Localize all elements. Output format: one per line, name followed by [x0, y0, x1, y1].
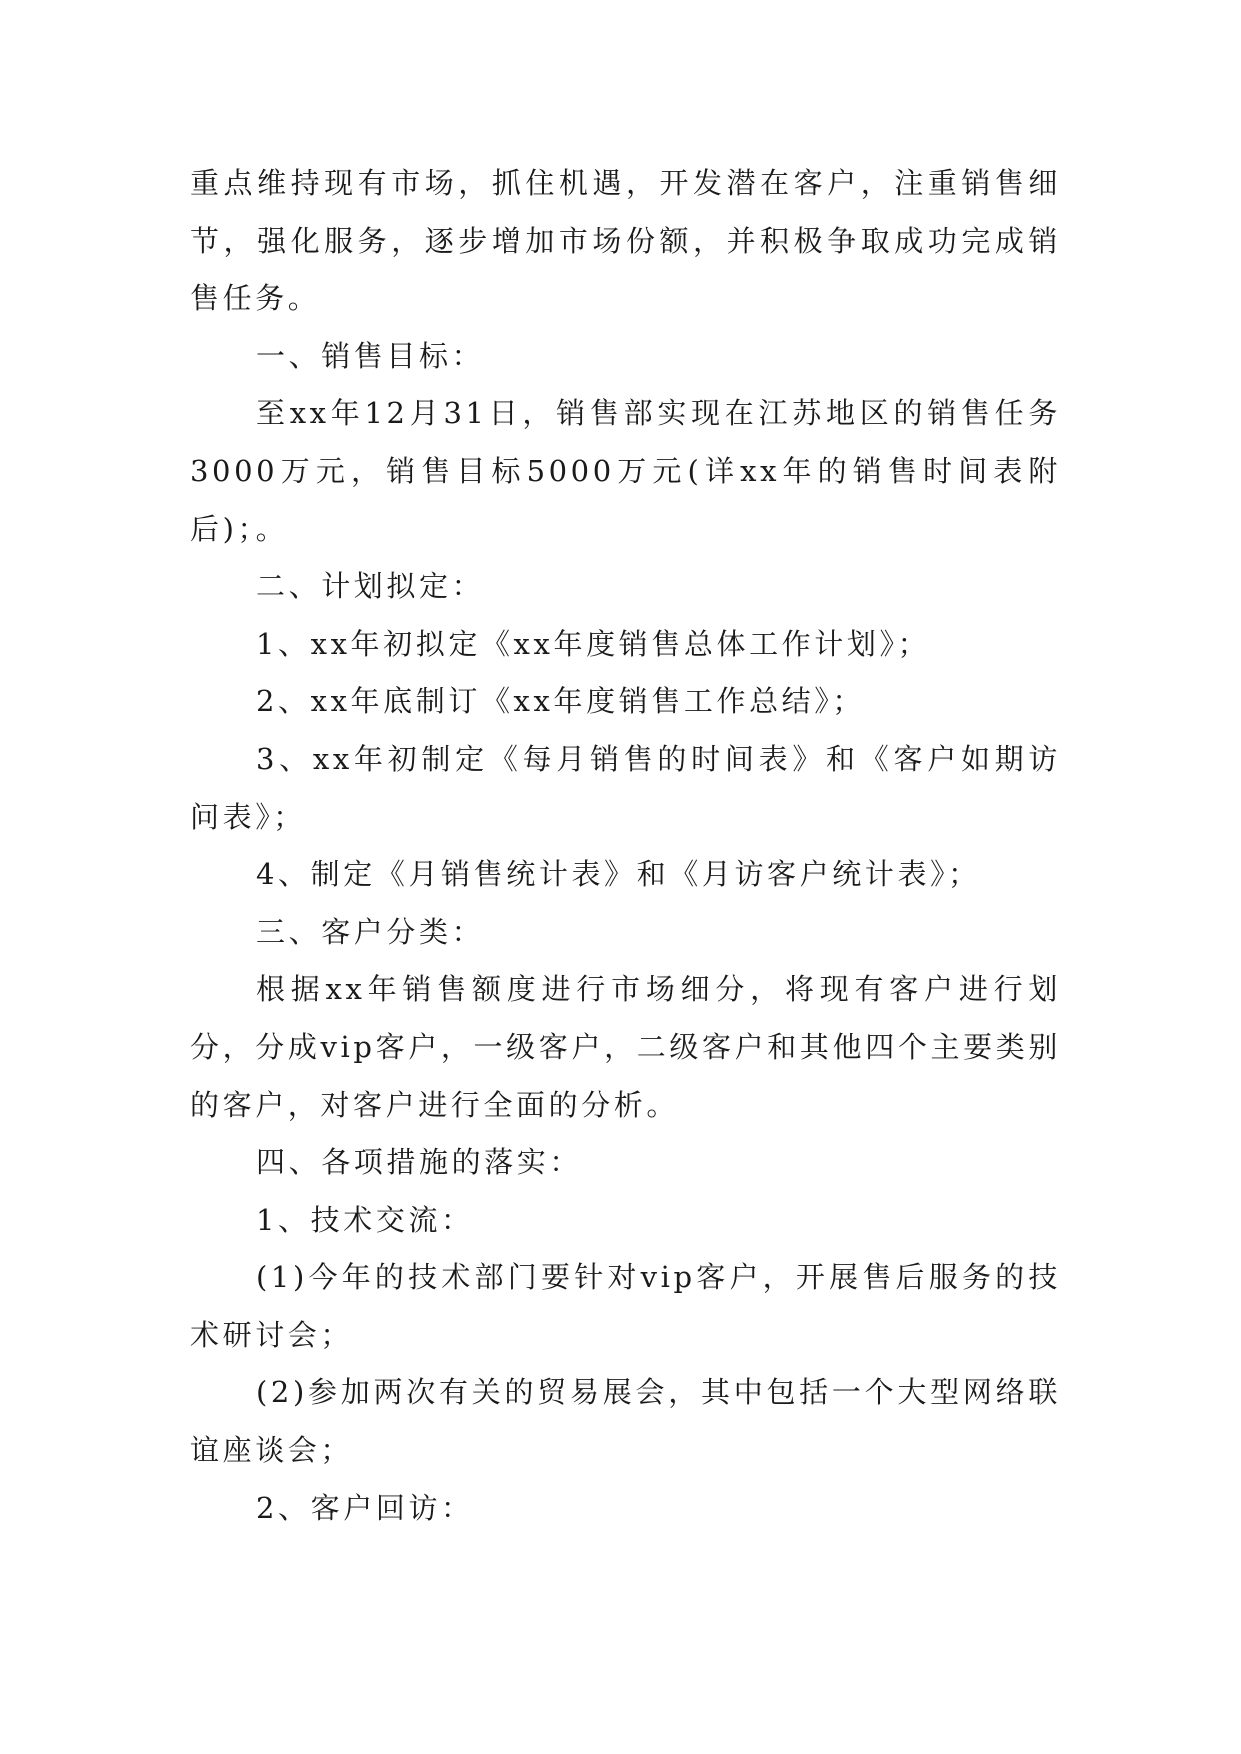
list-item-plan-3: 3、xx年初制定《每月销售的时间表》和《客户如期访问表》；: [190, 741, 1061, 834]
heading-measures: 四、各项措施的落实：: [256, 1145, 583, 1180]
list-item-plan-4: 4、制定《月销售统计表》和《月访客户统计表》；: [256, 857, 981, 892]
document-body: [190, 155, 1061, 1537]
list-item-tech-1: (1)今年的技术部门要针对vip客户，开展售后服务的技术研讨会；: [190, 1260, 1061, 1352]
paragraph-customer-classification: 根据xx年销售额度进行市场细分，将现有客户进行划分，分成vip客户，一级客户，二级客户和其他四个主要类别的客户，对客户进行全面的分析。: [190, 972, 1061, 1122]
list-item-plan-1: 1、xx年初拟定《xx年度销售总体工作计划》；: [256, 626, 931, 661]
heading-plan: 二、计划拟定：: [256, 569, 485, 604]
list-item-tech-2: (2)参加两次有关的贸易展会，其中包括一个大型网络联谊座谈会；: [190, 1375, 1061, 1468]
paragraph-intro: 重点维持现有市场，抓住机遇，开发潜在客户，注重销售细节，强化服务，逐步增加市场份额，并积极争取成功完成销售任务。: [190, 166, 1061, 316]
subheading-tech-exchange: 1、技术交流：: [256, 1202, 474, 1237]
subheading-customer-visit: 2、客户回访：: [256, 1490, 474, 1525]
heading-customer-classification: 三、客户分类：: [256, 914, 485, 949]
list-item-plan-2: 2、xx年底制订《xx年度销售工作总结》；: [256, 684, 865, 719]
heading-sales-target: 一、销售目标：: [256, 338, 485, 373]
paragraph-sales-target: 至xx年12月31日，销售部实现在江苏地区的销售任务3000万元，销售目标5000万元(详xx年的销售时间表附后)；。: [190, 396, 1061, 546]
